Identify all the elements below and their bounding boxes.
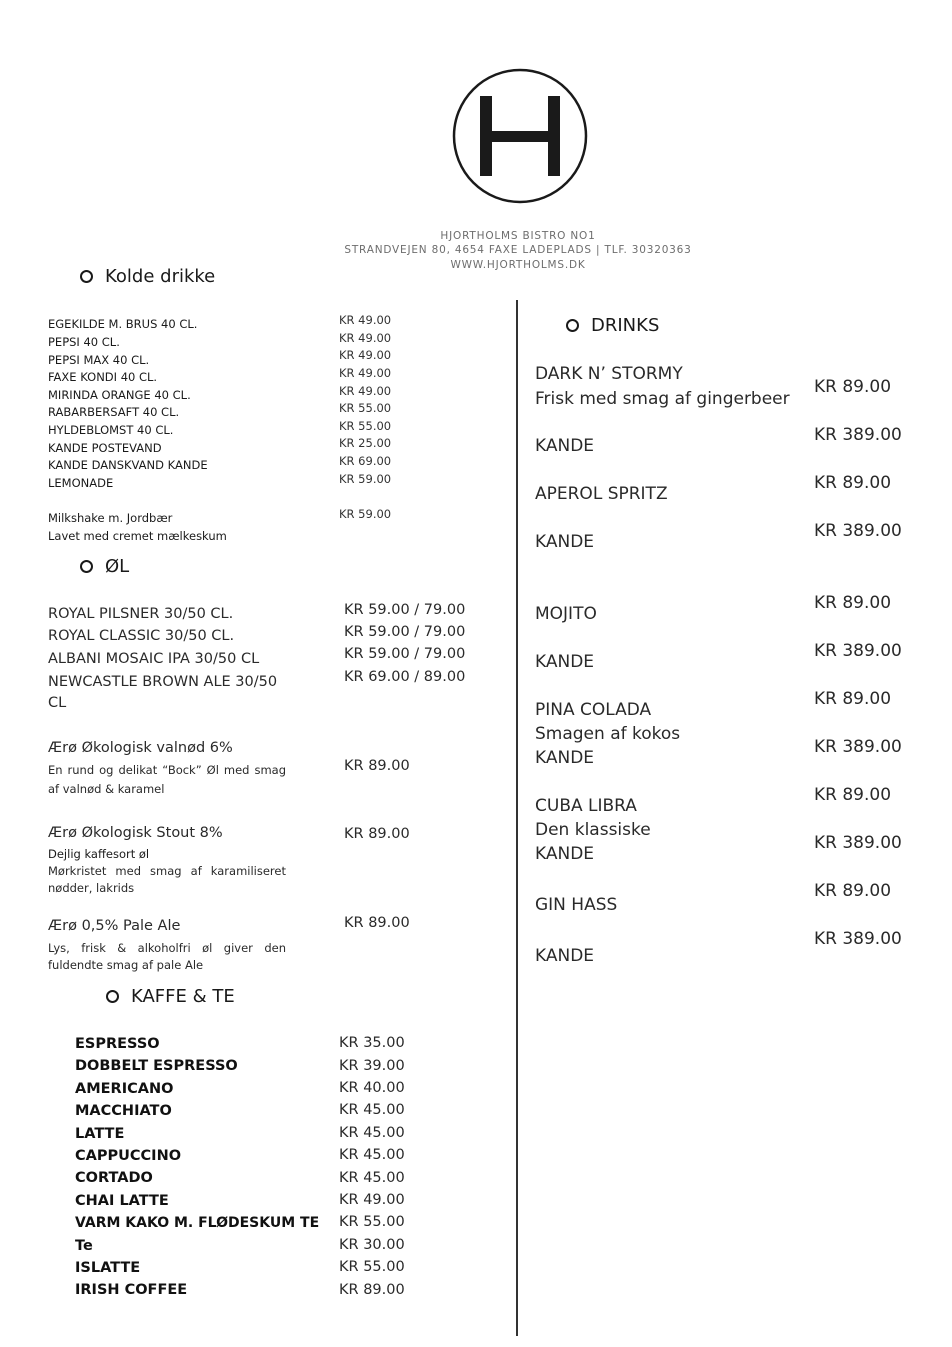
item-price: KR 49.00	[339, 1192, 405, 1208]
item-price: KR 55.00	[339, 1214, 405, 1230]
item-price: KR 49.00	[339, 384, 392, 398]
list-item: PEPSI 40 CL.	[48, 335, 120, 349]
bullet-icon	[80, 560, 93, 573]
item-price: KR 30.00	[339, 1237, 405, 1253]
item-price: KR 45.00	[339, 1147, 405, 1163]
drink-price: KR 389.00	[814, 833, 902, 853]
section-title: Kolde drikke	[105, 266, 216, 287]
bistro-website: WWW.HJORTHOLMS.DK	[450, 259, 586, 271]
list-item: KANDE DANSKVAND KANDE	[48, 458, 208, 472]
special-price: KR 89.00	[344, 915, 410, 931]
section-kolde-drikke	[80, 266, 215, 287]
column-divider	[516, 300, 518, 1336]
drink-label: DARK N’ STORMY	[535, 364, 683, 384]
drink-price: KR 389.00	[814, 641, 902, 661]
bullet-icon	[80, 270, 93, 283]
drink-label: KANDE	[535, 532, 595, 552]
drink-label: MOJITO	[535, 604, 597, 624]
list-item: PEPSI MAX 40 CL.	[48, 353, 150, 367]
section-title: DRINKS	[591, 315, 660, 336]
special-desc: Mørkristet med smag af karamiliseret nødder, lakrids	[48, 864, 286, 895]
list-item: KANDE POSTEVAND	[48, 441, 162, 455]
drink-price: KR 89.00	[814, 377, 892, 397]
special-desc-line: Dejlig kaffesort øl	[48, 847, 150, 861]
list-item: CORTADO	[75, 1170, 153, 1186]
item-price: KR 69.00 / 89.00	[344, 669, 466, 685]
item-price: KR 69.00	[339, 454, 392, 468]
list-item: FAXE KONDI 40 CL.	[48, 370, 158, 384]
bullet-icon	[106, 990, 119, 1003]
list-item: RABARBERSAFT 40 CL.	[48, 405, 180, 419]
list-item: NEWCASTLE BROWN ALE 30/50	[48, 674, 278, 690]
drink-label: KANDE	[535, 844, 595, 864]
drink-label: KANDE	[535, 748, 595, 768]
drink-label: GIN HASS	[535, 895, 618, 915]
item-price: KR 59.00 / 79.00	[344, 646, 466, 662]
list-item: DOBBELT ESPRESSO	[75, 1058, 238, 1074]
item-price: KR 55.00	[339, 1259, 405, 1275]
item-price: KR 59.00 / 79.00	[344, 624, 466, 640]
special-price: KR 89.00	[344, 826, 410, 842]
item-price: KR 45.00	[339, 1170, 405, 1186]
special-name: Ærø Økologisk valnød 6%	[48, 740, 233, 756]
drink-price: KR 389.00	[814, 929, 902, 949]
list-item: IRISH COFFEE	[75, 1282, 188, 1298]
item-price: KR 59.00	[339, 472, 392, 486]
list-item: ESPRESSO	[75, 1036, 160, 1052]
drink-desc: Frisk med smag af gingerbeer	[535, 389, 790, 409]
list-item-continued: CL	[48, 695, 67, 711]
item-price: KR 49.00	[339, 331, 392, 345]
milkshake-desc: Lavet med cremet mælkeskum	[48, 529, 227, 543]
drink-price: KR 89.00	[814, 689, 892, 709]
item-price: KR 35.00	[339, 1035, 405, 1051]
drink-desc: Den klassiske	[535, 820, 651, 840]
item-price: KR 55.00	[339, 419, 392, 433]
list-item: ALBANI MOSAIC IPA 30/50 CL	[48, 651, 260, 667]
list-item: CAPPUCCINO	[75, 1148, 182, 1164]
list-item: EGEKILDE M. BRUS 40 CL.	[48, 317, 198, 331]
list-item: LATTE	[75, 1126, 125, 1142]
list-item: VARM KAKO M. FLØDESKUM TE	[75, 1215, 320, 1231]
list-item: ROYAL CLASSIC 30/50 CL.	[48, 628, 235, 644]
list-item: ROYAL PILSNER 30/50 CL.	[48, 606, 234, 622]
drink-desc: Smagen af kokos	[535, 724, 681, 744]
drink-label: KANDE	[535, 436, 595, 456]
item-price: KR 40.00	[339, 1080, 405, 1096]
item-price: KR 49.00	[339, 313, 392, 327]
section-ol	[80, 556, 129, 577]
bistro-name: HJORTHOLMS BISTRO NO1	[440, 230, 596, 242]
list-item: MACCHIATO	[75, 1103, 172, 1119]
drink-price: KR 389.00	[814, 425, 902, 445]
milkshake-price: KR 59.00	[339, 507, 392, 521]
drink-label: KANDE	[535, 946, 595, 966]
drink-price: KR 389.00	[814, 521, 902, 541]
item-price: KR 49.00	[339, 366, 392, 380]
item-price: KR 39.00	[339, 1058, 405, 1074]
special-name: Ærø Økologisk Stout 8%	[48, 825, 223, 841]
section-kaffe-te	[106, 986, 235, 1007]
list-item: Te	[75, 1238, 93, 1254]
section-title: KAFFE & TE	[131, 986, 235, 1007]
list-item: HYLDEBLOMST 40 CL.	[48, 423, 174, 437]
drink-label: CUBA LIBRA	[535, 796, 637, 816]
item-price: KR 45.00	[339, 1102, 405, 1118]
drink-price: KR 89.00	[814, 593, 892, 613]
drink-price: KR 89.00	[814, 881, 892, 901]
list-item: LEMONADE	[48, 476, 114, 490]
milkshake-name: Milkshake m. Jordbær	[48, 511, 173, 525]
list-item: MIRINDA ORANGE 40 CL.	[48, 388, 191, 402]
special-name: Ærø 0,5% Pale Ale	[48, 918, 181, 934]
list-item: AMERICANO	[75, 1081, 174, 1097]
bistro-logo	[452, 68, 588, 204]
bistro-address: STRANDVEJEN 80, 4654 FAXE LADEPLADS | TLF. 30320363	[344, 244, 692, 256]
drink-label: APEROL SPRITZ	[535, 484, 668, 504]
drink-price: KR 89.00	[814, 785, 892, 805]
item-price: KR 89.00	[339, 1282, 405, 1298]
item-price: KR 45.00	[339, 1125, 405, 1141]
item-price: KR 55.00	[339, 401, 392, 415]
special-price: KR 89.00	[344, 758, 410, 774]
item-price: KR 49.00	[339, 348, 392, 362]
bullet-icon	[566, 319, 579, 332]
item-price: KR 59.00 / 79.00	[344, 602, 466, 618]
special-desc: En rund og delikat “Bock” Øl med smag af valnød & karamel	[48, 763, 286, 796]
list-item: CHAI LATTE	[75, 1193, 169, 1209]
drink-price: KR 89.00	[814, 473, 892, 493]
item-price: KR 25.00	[339, 436, 392, 450]
section-title: ØL	[105, 556, 130, 577]
list-item: ISLATTE	[75, 1260, 141, 1276]
drink-label: PINA COLADA	[535, 700, 652, 720]
section-drinks	[566, 315, 659, 336]
special-desc: Lys, frisk & alkoholfri øl giver den fuldendte smag af pale Ale	[48, 941, 286, 972]
drink-label: KANDE	[535, 652, 595, 672]
drink-price: KR 389.00	[814, 737, 902, 757]
